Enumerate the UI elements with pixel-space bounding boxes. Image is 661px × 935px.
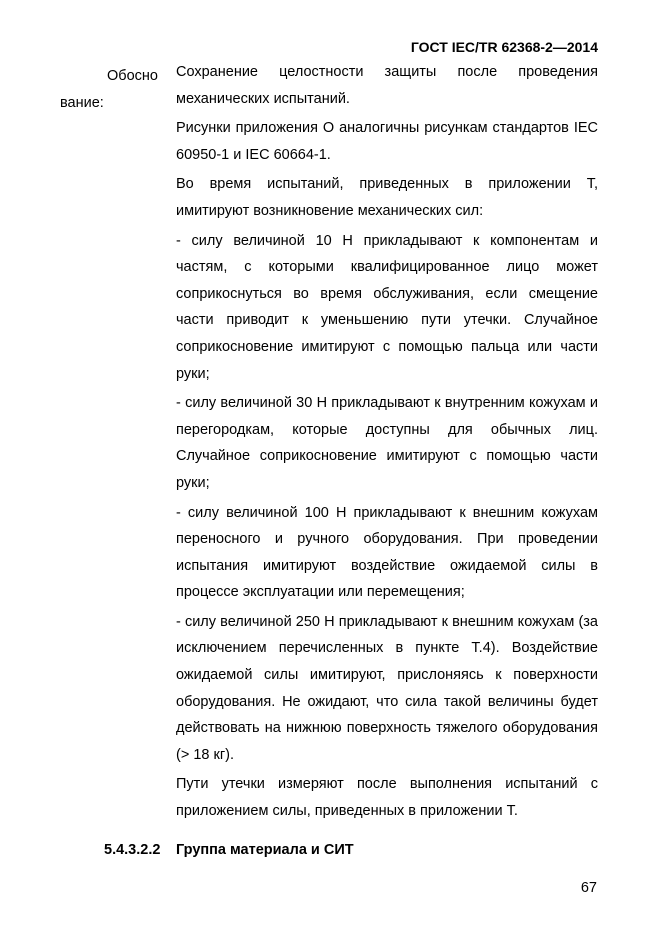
paragraph-3: Во время испытаний, приведенных в приложении T, имитируют возникновение механических сил: xyxy=(176,176,598,219)
paragraph-force-30n: - силу величиной 30 Н прикладывают к внутренним кожухам и перегородкам, которые доступны для обычных лиц. Случайное соприкосновение имитируют с помощью части руки; xyxy=(176,395,598,491)
standard-code-header: ГОСТ IEC/TR 62368-2—2014 xyxy=(410,39,598,55)
justification-label-line2: вание: xyxy=(60,95,104,111)
body-text xyxy=(176,59,598,828)
paragraph-creepage: Пути утечки измеряют после выполнения испытаний с приложением силы, приведенных в приложении T. xyxy=(176,776,598,820)
section-title: Группа материала и СИТ xyxy=(176,842,354,858)
section-heading xyxy=(104,841,354,859)
paragraph-1: Сохранение целостности защиты после проведения механических испытаний. xyxy=(176,64,598,107)
section-number: 5.4.3.2.2 xyxy=(104,842,161,858)
paragraph-force-250n: - силу величиной 250 Н прикладывают к внешним кожухам (за исключением перечисленных в пункте T.4). Воздействие ожидаемой силы имитируют, прислоняясь к поверхности оборудования. Не ожидают, что сила такой величины будет действовать на нижнюю поверхность тяжелого оборудования (> 18 кг). xyxy=(176,613,598,763)
paragraph-force-100n: - силу величиной 100 Н прикладывают к внешним кожухам переносного и ручного оборудования. При проведении испытания имитируют воздействие ожидаемой силы в процессе эксплуатации или перемещения; xyxy=(176,504,598,601)
page-number: 67 xyxy=(580,880,597,896)
paragraph-2: Рисунки приложения O аналогичны рисункам стандартов IEC 60950-1 и IEC 60664-1. xyxy=(176,120,598,163)
paragraph-force-10n: - силу величиной 10 Н прикладывают к компонентам и частям, с которыми квалифицированное лицо может соприкоснуться во время обслуживания, если смещение части приводит к уменьшению пути утечки. Случайное соприкосновение имитируют с помощью пальца или части руки; xyxy=(176,232,598,382)
justification-label xyxy=(60,63,158,117)
justification-label-line1: Обосно xyxy=(107,68,158,84)
